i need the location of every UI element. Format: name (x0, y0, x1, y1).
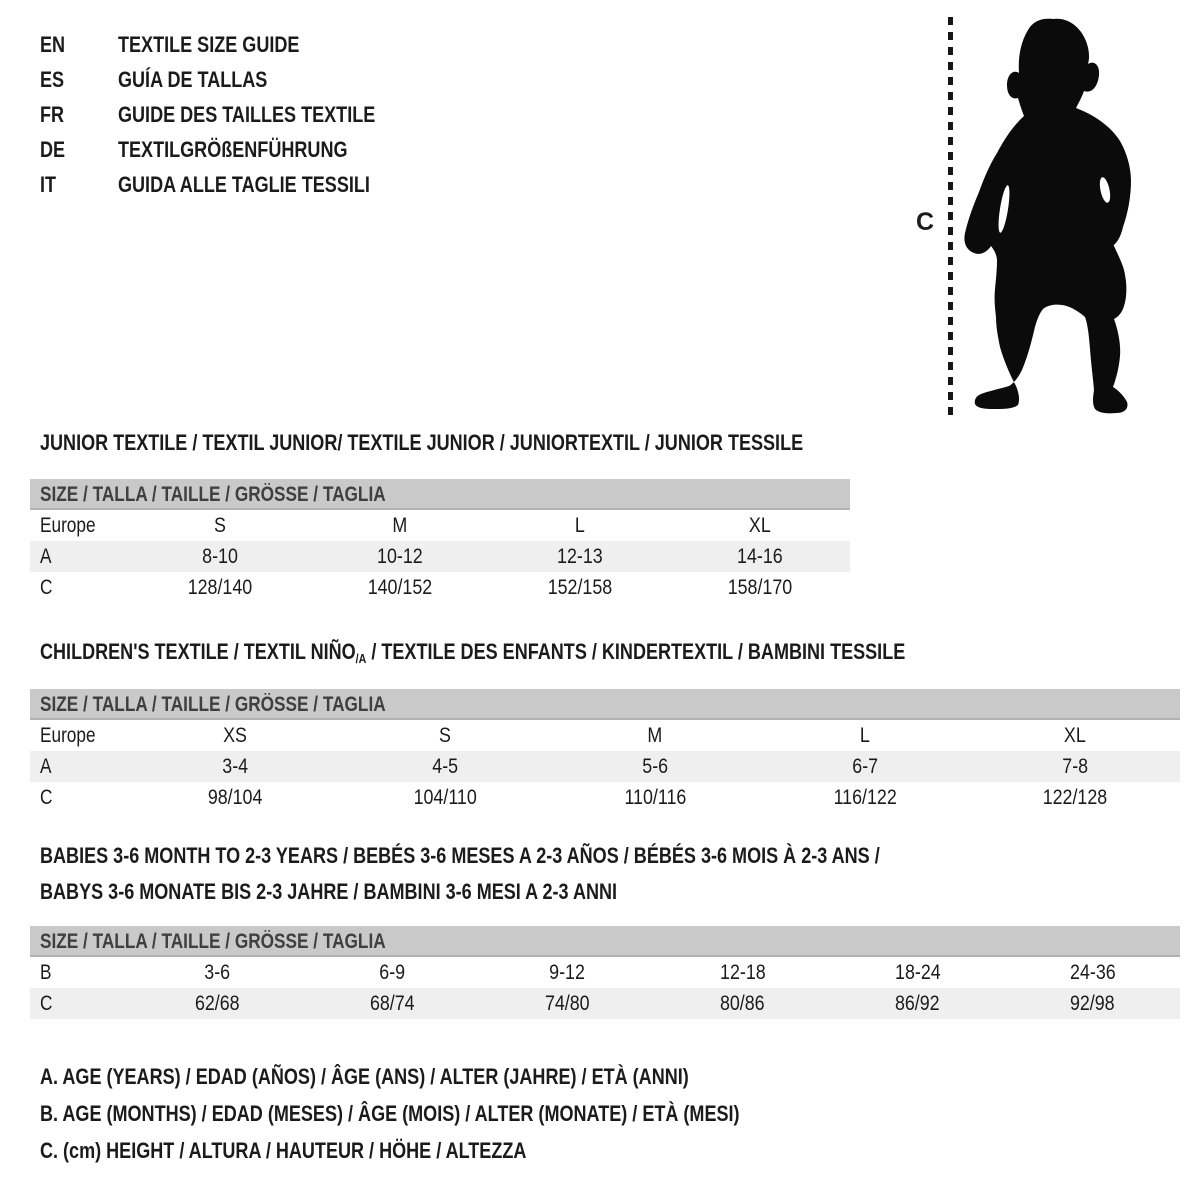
lang-label-it: GUIDA ALLE TAGLIE TESSILI (118, 171, 370, 197)
junior-size-header-bar: SIZE / TALLA / TAILLE / GRÖSSE / TAGLIA (30, 479, 850, 510)
lang-row-en (40, 27, 432, 62)
lang-row-it (40, 167, 432, 202)
language-title-block (40, 27, 432, 202)
babies-row-height: C 62/68 68/74 74/80 80/86 86/92 92/98 (30, 988, 1180, 1019)
junior-section-title: JUNIOR TEXTILE / TEXTIL JUNIOR/ TEXTILE JUNIOR / JUNIORTEXTIL / JUNIOR TESSILE (40, 430, 804, 455)
babies-section-title-line1: BABIES 3-6 MONTH TO 2-3 YEARS / BEBÉS 3-6 MESES A 2-3 AÑOS / BÉBÉS 3-6 MOIS À 2-3 ANS / (40, 843, 880, 868)
lang-label-de: TEXTILGRÖßENFÜHRUNG (118, 136, 348, 162)
children-size-header-bar: SIZE / TALLA / TAILLE / GRÖSSE / TAGLIA (30, 689, 1180, 720)
lang-label-es: GUÍA DE TALLAS (118, 66, 268, 92)
legend-height-cm: C. (cm) HEIGHT / ALTURA / HAUTEUR / HÖHE / ALTEZZA (40, 1138, 527, 1163)
children-section-title: CHILDREN'S TEXTILE / TEXTIL NIÑO/A / TEXTILE DES ENFANTS / KINDERTEXTIL / BAMBINI TESSILE (40, 639, 906, 666)
children-row-height: C 98/104 104/110 110/116 116/122 122/128 (40, 785, 1108, 809)
children-size-table (30, 689, 1180, 813)
legend-age-months: B. AGE (MONTHS) / EDAD (MESES) / ÂGE (MOIS) / ALTER (MONATE) / ETÀ (MESI) (40, 1101, 740, 1126)
measure-legend (40, 1064, 893, 1175)
lang-code-en: EN (40, 31, 66, 57)
lang-label-en: TEXTILE SIZE GUIDE (118, 31, 300, 57)
lang-row-de (40, 132, 432, 167)
lang-row-fr (40, 97, 432, 132)
babies-size-header-bar: SIZE / TALLA / TAILLE / GRÖSSE / TAGLIA (30, 926, 1180, 957)
toddler-silhouette-icon (952, 13, 1138, 415)
junior-row-height: C 128/140 140/152 152/158 158/170 (40, 575, 793, 599)
babies-row-months: B 3-6 6-9 9-12 12-18 18-24 24-36 (40, 960, 1116, 984)
babies-size-table (30, 926, 1180, 1019)
lang-code-es: ES (40, 66, 65, 92)
junior-row-europe: Europe S M L XL (40, 513, 771, 537)
lang-label-fr: GUIDE DES TAILLES TEXTILE (118, 101, 376, 127)
height-measure-label: C (916, 208, 935, 236)
junior-size-table (30, 479, 850, 603)
babies-section-title-line2: BABYS 3-6 MONATE BIS 2-3 JAHRE / BAMBINI 3-6 MESI A 2-3 ANNI (40, 879, 618, 904)
children-row-age: A 3-4 4-5 5-6 6-7 7-8 (30, 751, 1180, 782)
legend-age-years: A. AGE (YEARS) / EDAD (AÑOS) / ÂGE (ANS) / ALTER (JAHRE) / ETÀ (ANNI) (40, 1064, 689, 1089)
children-row-europe: Europe XS S M L XL (40, 723, 1086, 747)
lang-code-de: DE (40, 136, 66, 162)
lang-code-it: IT (40, 171, 57, 197)
nino-a-subscript: /A (355, 651, 367, 666)
lang-code-fr: FR (40, 101, 65, 127)
junior-row-age: A 8-10 10-12 12-13 14-16 (30, 541, 850, 572)
lang-row-es (40, 62, 432, 97)
